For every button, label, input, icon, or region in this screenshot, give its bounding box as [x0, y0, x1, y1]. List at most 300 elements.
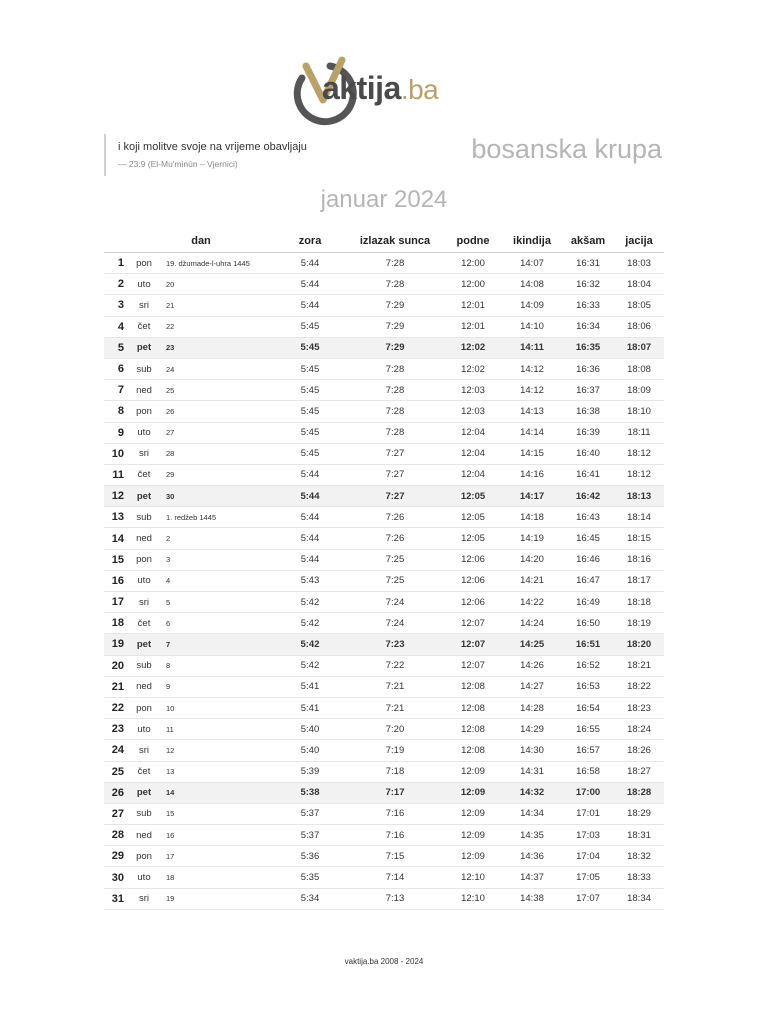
dhuhr-time: 12:09: [444, 782, 502, 803]
maghrib-time: 16:36: [562, 358, 614, 379]
day-number: 17: [104, 592, 128, 613]
dhuhr-time: 12:00: [444, 274, 502, 295]
weekday: uto: [128, 867, 160, 888]
weekday: uto: [128, 422, 160, 443]
dhuhr-time: 12:02: [444, 358, 502, 379]
isha-time: 18:28: [614, 782, 664, 803]
weekday: sri: [128, 443, 160, 464]
isha-time: 18:10: [614, 401, 664, 422]
fajr-time: 5:39: [274, 761, 346, 782]
weekday: pon: [128, 697, 160, 718]
isha-time: 18:23: [614, 697, 664, 718]
hijri-date: 22: [160, 316, 274, 337]
sunrise-time: 7:24: [346, 592, 444, 613]
dhuhr-time: 12:10: [444, 867, 502, 888]
hijri-date: 30: [160, 486, 274, 507]
dhuhr-time: 12:08: [444, 719, 502, 740]
table-row: [104, 803, 664, 824]
isha-time: 18:16: [614, 549, 664, 570]
maghrib-time: 16:33: [562, 295, 614, 316]
isha-time: 18:13: [614, 486, 664, 507]
asr-time: 14:18: [502, 507, 562, 528]
sunrise-time: 7:13: [346, 888, 444, 909]
quote-source: — 23:9 (El-Mu'minūn – Vjernici): [118, 159, 238, 169]
dhuhr-time: 12:06: [444, 570, 502, 591]
maghrib-time: 16:49: [562, 592, 614, 613]
hijri-date: 15: [160, 803, 274, 824]
hijri-date: 7: [160, 634, 274, 655]
sunrise-time: 7:17: [346, 782, 444, 803]
fajr-time: 5:40: [274, 740, 346, 761]
dhuhr-time: 12:07: [444, 634, 502, 655]
day-number: 1: [104, 253, 128, 274]
fajr-time: 5:41: [274, 697, 346, 718]
maghrib-time: 16:53: [562, 676, 614, 697]
fajr-time: 5:35: [274, 867, 346, 888]
hijri-date: 28: [160, 443, 274, 464]
day-number: 13: [104, 507, 128, 528]
asr-time: 14:32: [502, 782, 562, 803]
day-number: 29: [104, 846, 128, 867]
maghrib-time: 16:43: [562, 507, 614, 528]
day-number: 7: [104, 380, 128, 401]
sunrise-time: 7:19: [346, 740, 444, 761]
asr-time: 14:24: [502, 613, 562, 634]
asr-time: 14:37: [502, 867, 562, 888]
maghrib-time: 17:05: [562, 867, 614, 888]
month-title: januar 2024: [320, 186, 448, 213]
day-number: 16: [104, 570, 128, 591]
hijri-date: 23: [160, 337, 274, 358]
sunrise-time: 7:29: [346, 295, 444, 316]
maghrib-time: 16:39: [562, 422, 614, 443]
dhuhr-time: 12:07: [444, 613, 502, 634]
sunrise-time: 7:16: [346, 803, 444, 824]
fajr-time: 5:44: [274, 528, 346, 549]
table-row: [104, 443, 664, 464]
fajr-time: 5:44: [274, 486, 346, 507]
isha-time: 18:05: [614, 295, 664, 316]
isha-time: 18:31: [614, 825, 664, 846]
weekday: pet: [128, 782, 160, 803]
hijri-date: 17: [160, 846, 274, 867]
maghrib-time: 16:32: [562, 274, 614, 295]
dhuhr-time: 12:04: [444, 464, 502, 485]
sunrise-time: 7:28: [346, 422, 444, 443]
asr-time: 14:15: [502, 443, 562, 464]
sunrise-time: 7:27: [346, 486, 444, 507]
sunrise-time: 7:28: [346, 380, 444, 401]
table-row: [104, 846, 664, 867]
maghrib-time: 16:35: [562, 337, 614, 358]
table-row: [104, 867, 664, 888]
maghrib-time: 16:45: [562, 528, 614, 549]
table-row: [104, 316, 664, 337]
hijri-date: 29: [160, 464, 274, 485]
isha-time: 18:12: [614, 443, 664, 464]
isha-time: 18:07: [614, 337, 664, 358]
dhuhr-time: 12:04: [444, 443, 502, 464]
maghrib-time: 16:55: [562, 719, 614, 740]
isha-time: 18:17: [614, 570, 664, 591]
day-number: 11: [104, 464, 128, 485]
brand-logo: [290, 56, 490, 126]
table-row: [104, 337, 664, 358]
maghrib-time: 16:34: [562, 316, 614, 337]
table-row: [104, 697, 664, 718]
fajr-time: 5:44: [274, 295, 346, 316]
day-number: 6: [104, 358, 128, 379]
day-number: 28: [104, 825, 128, 846]
table-row: [104, 634, 664, 655]
weekday: sub: [128, 358, 160, 379]
isha-time: 18:19: [614, 613, 664, 634]
maghrib-time: 17:04: [562, 846, 614, 867]
day-number: 30: [104, 867, 128, 888]
sunrise-time: 7:29: [346, 337, 444, 358]
header-jacija: jacija: [614, 230, 664, 253]
day-number: 3: [104, 295, 128, 316]
weekday: ned: [128, 528, 160, 549]
isha-time: 18:12: [614, 464, 664, 485]
table-row: [104, 655, 664, 676]
maghrib-time: 16:40: [562, 443, 614, 464]
weekday: sub: [128, 803, 160, 824]
sunrise-time: 7:21: [346, 676, 444, 697]
table-row: [104, 719, 664, 740]
asr-time: 14:25: [502, 634, 562, 655]
asr-time: 14:21: [502, 570, 562, 591]
dhuhr-time: 12:00: [444, 253, 502, 274]
sunrise-time: 7:26: [346, 507, 444, 528]
dhuhr-time: 12:08: [444, 697, 502, 718]
sunrise-time: 7:14: [346, 867, 444, 888]
isha-time: 18:18: [614, 592, 664, 613]
weekday: sri: [128, 295, 160, 316]
asr-time: 14:28: [502, 697, 562, 718]
isha-time: 18:34: [614, 888, 664, 909]
hijri-date: 3: [160, 549, 274, 570]
day-number: 22: [104, 697, 128, 718]
table-row: [104, 888, 664, 909]
sunrise-time: 7:26: [346, 528, 444, 549]
fajr-time: 5:37: [274, 803, 346, 824]
isha-time: 18:15: [614, 528, 664, 549]
dhuhr-time: 12:01: [444, 316, 502, 337]
sunrise-time: 7:22: [346, 655, 444, 676]
hijri-date: 21: [160, 295, 274, 316]
table-row: [104, 507, 664, 528]
weekday: sri: [128, 740, 160, 761]
fajr-time: 5:44: [274, 464, 346, 485]
table-row: [104, 676, 664, 697]
maghrib-time: 17:03: [562, 825, 614, 846]
asr-time: 14:27: [502, 676, 562, 697]
isha-time: 18:29: [614, 803, 664, 824]
city-title: bosanska krupa: [471, 134, 662, 164]
dhuhr-time: 12:04: [444, 422, 502, 443]
hijri-date: 27: [160, 422, 274, 443]
sunrise-time: 7:27: [346, 443, 444, 464]
table-row: [104, 274, 664, 295]
weekday: sub: [128, 507, 160, 528]
dhuhr-time: 12:03: [444, 380, 502, 401]
hijri-date: 6: [160, 613, 274, 634]
header-dan: dan: [128, 230, 274, 253]
fajr-time: 5:40: [274, 719, 346, 740]
fajr-time: 5:43: [274, 570, 346, 591]
day-number: 9: [104, 422, 128, 443]
hijri-date: 14: [160, 782, 274, 803]
asr-time: 14:16: [502, 464, 562, 485]
hijri-date: 19. džumade-l-uhra 1445: [160, 253, 274, 274]
hijri-date: 25: [160, 380, 274, 401]
asr-time: 14:10: [502, 316, 562, 337]
hijri-date: 8: [160, 655, 274, 676]
table-row: [104, 825, 664, 846]
day-number: 8: [104, 401, 128, 422]
header-ikindija: ikindija: [502, 230, 562, 253]
weekday: čet: [128, 464, 160, 485]
weekday: pon: [128, 549, 160, 570]
maghrib-time: 16:57: [562, 740, 614, 761]
isha-time: 18:11: [614, 422, 664, 443]
maghrib-time: 16:42: [562, 486, 614, 507]
fajr-time: 5:45: [274, 422, 346, 443]
isha-time: 18:21: [614, 655, 664, 676]
hijri-date: 13: [160, 761, 274, 782]
sunrise-time: 7:28: [346, 274, 444, 295]
dhuhr-time: 12:09: [444, 761, 502, 782]
asr-time: 14:35: [502, 825, 562, 846]
day-number: 27: [104, 803, 128, 824]
weekday: pon: [128, 401, 160, 422]
sunrise-time: 7:23: [346, 634, 444, 655]
fajr-time: 5:44: [274, 507, 346, 528]
maghrib-time: 16:38: [562, 401, 614, 422]
hijri-date: 9: [160, 676, 274, 697]
header-number: [104, 230, 128, 253]
fajr-time: 5:37: [274, 825, 346, 846]
day-number: 4: [104, 316, 128, 337]
hijri-date: 12: [160, 740, 274, 761]
isha-time: 18:06: [614, 316, 664, 337]
dhuhr-time: 12:01: [444, 295, 502, 316]
asr-time: 14:20: [502, 549, 562, 570]
quote-block: [104, 134, 307, 176]
dhuhr-time: 12:06: [444, 592, 502, 613]
isha-time: 18:26: [614, 740, 664, 761]
header-aksam: akšam: [562, 230, 614, 253]
sunrise-time: 7:21: [346, 697, 444, 718]
table-row: [104, 358, 664, 379]
table-row: [104, 613, 664, 634]
isha-time: 18:20: [614, 634, 664, 655]
hijri-date: 24: [160, 358, 274, 379]
table-row: [104, 570, 664, 591]
maghrib-time: 16:31: [562, 253, 614, 274]
sunrise-time: 7:25: [346, 570, 444, 591]
table-row: [104, 592, 664, 613]
fajr-time: 5:45: [274, 358, 346, 379]
fajr-time: 5:36: [274, 846, 346, 867]
fajr-time: 5:42: [274, 655, 346, 676]
table-header-row: [104, 230, 664, 253]
hijri-date: 26: [160, 401, 274, 422]
sunrise-time: 7:25: [346, 549, 444, 570]
weekday: pon: [128, 846, 160, 867]
isha-time: 18:14: [614, 507, 664, 528]
hijri-date: 10: [160, 697, 274, 718]
hijri-date: 20: [160, 274, 274, 295]
hijri-date: 5: [160, 592, 274, 613]
dhuhr-time: 12:09: [444, 803, 502, 824]
fajr-time: 5:42: [274, 592, 346, 613]
sunrise-time: 7:28: [346, 358, 444, 379]
dhuhr-time: 12:06: [444, 549, 502, 570]
sunrise-time: 7:27: [346, 464, 444, 485]
maghrib-time: 16:47: [562, 570, 614, 591]
dhuhr-time: 12:09: [444, 825, 502, 846]
hijri-date: 18: [160, 867, 274, 888]
weekday: sri: [128, 592, 160, 613]
day-number: 25: [104, 761, 128, 782]
sunrise-time: 7:18: [346, 761, 444, 782]
hijri-date: 4: [160, 570, 274, 591]
fajr-time: 5:42: [274, 634, 346, 655]
sunrise-time: 7:20: [346, 719, 444, 740]
quote-text: i koji molitve svoje na vrijeme obavljaju: [118, 141, 307, 153]
asr-time: 14:11: [502, 337, 562, 358]
weekday: uto: [128, 274, 160, 295]
table-row: [104, 549, 664, 570]
table-row: [104, 422, 664, 443]
sunrise-time: 7:24: [346, 613, 444, 634]
table-row: [104, 486, 664, 507]
isha-time: 18:27: [614, 761, 664, 782]
maghrib-time: 16:52: [562, 655, 614, 676]
table-row: [104, 380, 664, 401]
asr-time: 14:17: [502, 486, 562, 507]
table-row: [104, 761, 664, 782]
footer-copyright: vaktija.ba 2008 - 2024: [344, 957, 424, 966]
asr-time: 14:19: [502, 528, 562, 549]
isha-time: 18:24: [614, 719, 664, 740]
maghrib-time: 16:46: [562, 549, 614, 570]
sunrise-time: 7:29: [346, 316, 444, 337]
dhuhr-time: 12:05: [444, 507, 502, 528]
weekday: pon: [128, 253, 160, 274]
asr-time: 14:31: [502, 761, 562, 782]
isha-time: 18:33: [614, 867, 664, 888]
asr-time: 14:08: [502, 274, 562, 295]
fajr-time: 5:42: [274, 613, 346, 634]
hijri-date: 19: [160, 888, 274, 909]
asr-time: 14:29: [502, 719, 562, 740]
weekday: ned: [128, 676, 160, 697]
dhuhr-time: 12:09: [444, 846, 502, 867]
weekday: uto: [128, 719, 160, 740]
dhuhr-time: 12:07: [444, 655, 502, 676]
isha-time: 18:03: [614, 253, 664, 274]
brand-domain: .ba: [400, 74, 439, 105]
asr-time: 14:22: [502, 592, 562, 613]
fajr-time: 5:44: [274, 274, 346, 295]
fajr-time: 5:34: [274, 888, 346, 909]
isha-time: 18:22: [614, 676, 664, 697]
sunrise-time: 7:16: [346, 825, 444, 846]
asr-time: 14:12: [502, 380, 562, 401]
prayer-times-table: [104, 230, 664, 910]
sunrise-time: 7:28: [346, 401, 444, 422]
fajr-time: 5:45: [274, 401, 346, 422]
isha-time: 18:09: [614, 380, 664, 401]
day-number: 5: [104, 337, 128, 358]
asr-time: 14:12: [502, 358, 562, 379]
weekday: ned: [128, 380, 160, 401]
table-row: [104, 464, 664, 485]
fajr-time: 5:41: [274, 676, 346, 697]
day-number: 15: [104, 549, 128, 570]
header-izlazak-sunca: izlazak sunca: [346, 230, 444, 253]
day-number: 10: [104, 443, 128, 464]
brand-wordmark: [322, 70, 438, 107]
table-row: [104, 528, 664, 549]
day-number: 14: [104, 528, 128, 549]
table-row: [104, 295, 664, 316]
weekday: sri: [128, 888, 160, 909]
weekday: pet: [128, 486, 160, 507]
asr-time: 14:13: [502, 401, 562, 422]
weekday: čet: [128, 761, 160, 782]
weekday: pet: [128, 634, 160, 655]
table-row: [104, 253, 664, 274]
maghrib-time: 16:41: [562, 464, 614, 485]
dhuhr-time: 12:03: [444, 401, 502, 422]
day-number: 2: [104, 274, 128, 295]
asr-time: 14:30: [502, 740, 562, 761]
hijri-date: 2: [160, 528, 274, 549]
dhuhr-time: 12:02: [444, 337, 502, 358]
fajr-time: 5:44: [274, 549, 346, 570]
table-row: [104, 782, 664, 803]
dhuhr-time: 12:08: [444, 740, 502, 761]
header-podne: podne: [444, 230, 502, 253]
fajr-time: 5:44: [274, 253, 346, 274]
table-row: [104, 740, 664, 761]
asr-time: 14:38: [502, 888, 562, 909]
day-number: 12: [104, 486, 128, 507]
hijri-date: 16: [160, 825, 274, 846]
hijri-date: 1. redžeb 1445: [160, 507, 274, 528]
weekday: uto: [128, 570, 160, 591]
day-number: 19: [104, 634, 128, 655]
asr-time: 14:26: [502, 655, 562, 676]
asr-time: 14:09: [502, 295, 562, 316]
header-zora: zora: [274, 230, 346, 253]
sunrise-time: 7:15: [346, 846, 444, 867]
asr-time: 14:36: [502, 846, 562, 867]
brand-name: aktija: [322, 70, 401, 106]
maghrib-time: 17:01: [562, 803, 614, 824]
maghrib-time: 17:00: [562, 782, 614, 803]
day-number: 26: [104, 782, 128, 803]
isha-time: 18:32: [614, 846, 664, 867]
day-number: 18: [104, 613, 128, 634]
weekday: pet: [128, 337, 160, 358]
weekday: ned: [128, 825, 160, 846]
weekday: sub: [128, 655, 160, 676]
